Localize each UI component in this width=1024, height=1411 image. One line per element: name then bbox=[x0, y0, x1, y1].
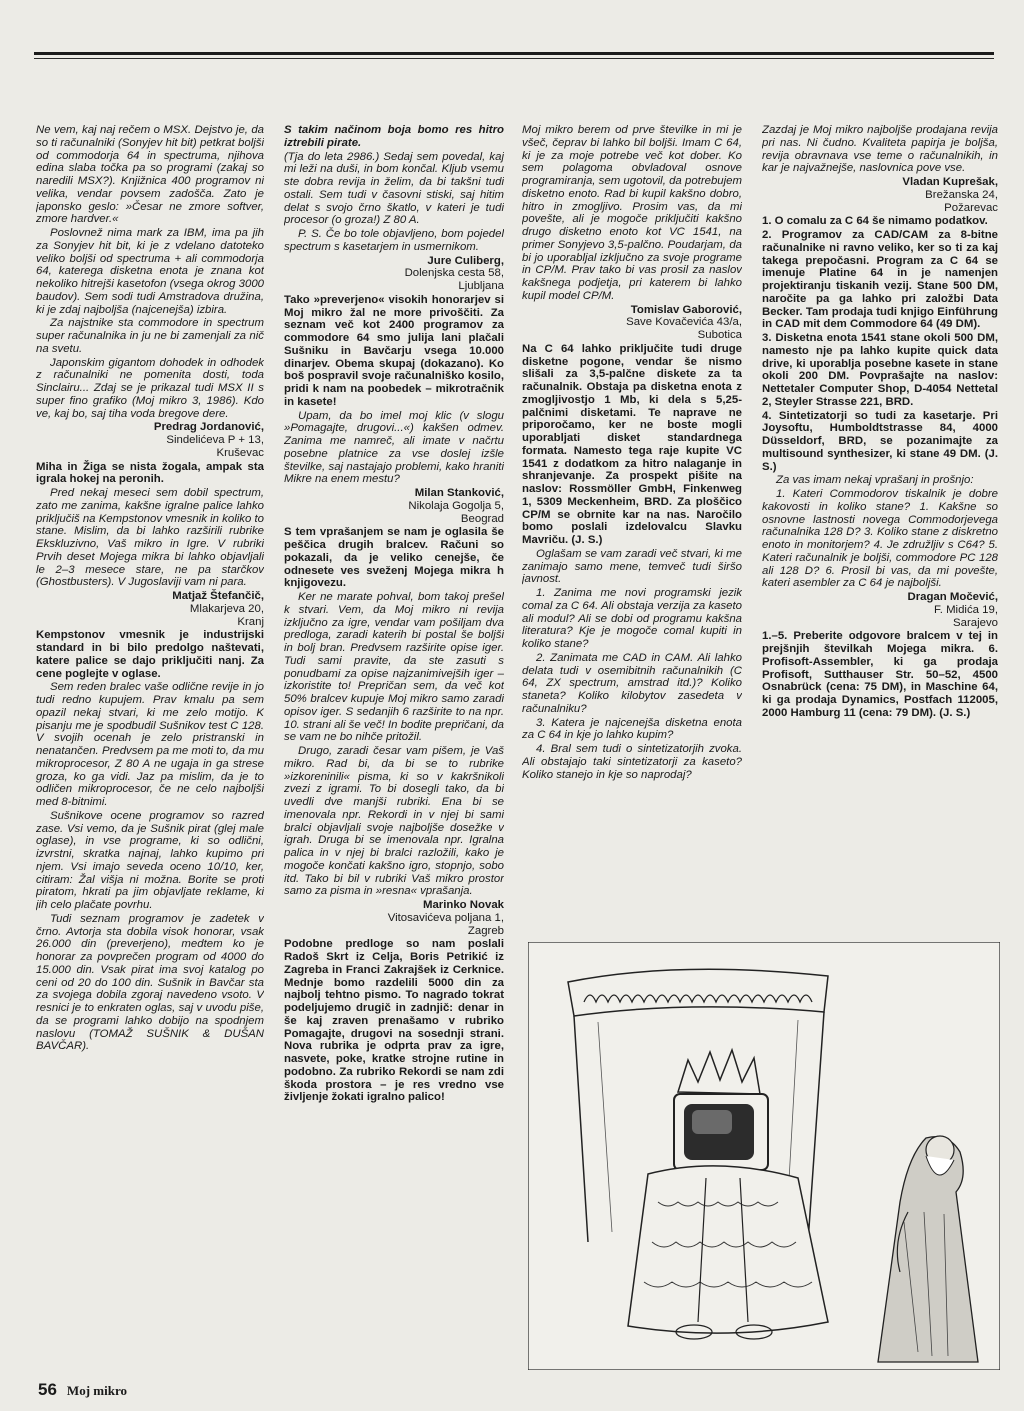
signature-name: Jure Culiberg, bbox=[427, 254, 504, 267]
letter-paragraph: Pred nekaj meseci sem dobil spectrum, zato me zanima, kakšne igralne palice lahko priključiš na Kempstonov vmesnik in koliko to stane. Mislim, da bi lahko razširili rubrike Ekskluzivno, Vaš mikro in Igre. V rubriki Prvih deset Mojega mikra bi lahko objavljali le 2–3 mesece stare, ne pa starčkov (Ghostbusters). V Jugoslaviji vam ni para. bbox=[36, 487, 264, 589]
signature-address: Požarevac bbox=[944, 201, 998, 214]
signature-address: Save Kovačevića 43/a, bbox=[626, 316, 742, 329]
editor-reply: 3. Disketna enota 1541 stane okoli 500 DM, namesto nje pa lahko kupite quick data drive, ki uporablja posebne kasete in stane okoli 200 DM. Povprašajte na naslov: Nettetaler Computer Shop, D-4054 Nettetal 2, Steyler Strasse 221, BRD. bbox=[762, 332, 998, 408]
letter-paragraph: Poslovnež nima mark za IBM, ima pa jih za Sonyjev hit bit, ki je z vdelano datoteko veliko boljši od spectruma + ali commodorja 64, katerega disketna enota je znana kot nekoliko hitrejši kasetofon (vsega okrog 3000 baudov). Sem sodi tudi Amstradova družina, ki je zdaj najboljša (najcenejša) izbira. bbox=[36, 227, 264, 316]
signature-address: Sindelićeva P + 13, bbox=[166, 434, 264, 446]
editor-reply: 2. Programov za CAD/CAM za 8-bitne računalnike ni ravno veliko, ker so ti za kaj takega prepočasni. Program za C 64 se imenuje Platine 64 in je namenjen projektiranju tiskanih vezij. Stane 500 DM, naročite pa ga lahko pri založbi Data Becker. Tam prodaja tudi knjigo Einführung in CAD mit dem Commodore 64 (49 DM). bbox=[762, 229, 998, 331]
letter-paragraph: 1. Zanima me novi programski jezik comal za C 64. Ali obstaja verzija za kaseto ali modul? Ali se dobi od programu kakšna literatura? Kje je mogoče comal kupiti in koliko stane? bbox=[522, 587, 742, 650]
magazine-name: Moj mikro bbox=[66, 1383, 127, 1398]
letter-signature bbox=[522, 304, 742, 342]
letter-paragraph: S takim načinom boja bomo res hitro iztrebili pirate. bbox=[284, 124, 504, 149]
signature-address: Kranj bbox=[237, 615, 264, 628]
signature-address: Brežanska 24, bbox=[925, 188, 998, 201]
editor-reply: Tako »preverjeno« visokih honorarjev si Moj mikro žal ne more privoščiti. Za seznam več kot 2400 programov za commodore 64 smo julija lani plačali Sušniku in Bavčarju vsega 10.000 dinarjev. Obema skupaj (dokazano). Ko boš pospravil svoje računalniško kosilo, pridi k nam na poobedek – mikrotračnik in kasete! bbox=[284, 293, 504, 408]
letter-paragraph: 2. Zanimata me CAD in CAM. Ali lahko delata tudi v osemibitnih računalnikih (C 64, ZX spectrum, amstrad itd.)? Koliko staneta? Koliko kilobytov zasedeta v računalniku? bbox=[522, 651, 742, 715]
cartoon-illustration bbox=[528, 942, 1000, 1370]
signature-address: Nikolaja Gogolja 5, bbox=[408, 499, 504, 512]
letter-paragraph: Za najstnike sta commodore in spectrum super računalnika in ju ne bi zamenjali za nič na svetu. bbox=[36, 317, 264, 355]
letter-paragraph: Ne vem, kaj naj rečem o MSX. Dejstvo je, da so ti računalniki (Sonyjev hit bit) petkrat boljši od commodorja 64 in spectruma, njihova edina slaba točka pa so programi (zakaj so naredili MSX?). Knjižnica 400 programov ni velika, vendar povsem zadošča. Zato je japonsko geslo: »Česar ne zmore softver, zmore hardver.« bbox=[36, 124, 264, 226]
column-2 bbox=[284, 124, 504, 1360]
letter-signature bbox=[36, 590, 264, 628]
column-1 bbox=[36, 124, 264, 1340]
signature-address: Sarajevo bbox=[953, 616, 998, 629]
letter-paragraph: Oglašam se vam zaradi več stvari, ki me zanimajo samo mene, temveč tudi širšo javnost. bbox=[522, 547, 742, 586]
letter-signature bbox=[36, 421, 264, 459]
signature-address: Ljubljana bbox=[458, 280, 504, 292]
letter-paragraph: 3. Katera je najcenejša disketna enota za C 64 in kje jo lahko kupim? bbox=[522, 716, 742, 742]
editor-reply: 1.–5. Preberite odgovore bralcem v tej in prejšnjih številkah Mojega mikra. 6. Profisoft-Assembler, ki ga prodaja Profisoft, Sutthauser Str. 50–52, 4500 Osnabrück (cena: 75 DM), in Maschine 64, ki ga prodaja Dynamics, Postfach 112005, 2000 Hamburg 11 (cena: 79 DM). (J. S.) bbox=[762, 630, 998, 719]
letter-signature bbox=[762, 591, 998, 629]
letter-paragraph: P. S. Če bo tole objavljeno, bom pojedel spectrum s kasetarjem in usmernikom. bbox=[284, 228, 504, 253]
letter-signature bbox=[284, 255, 504, 293]
top-rule bbox=[34, 52, 994, 55]
signature-address: Mlakarjeva 20, bbox=[189, 602, 264, 615]
signature-name: Vladan Kuprešak, bbox=[902, 176, 998, 188]
signature-address: Zagreb bbox=[467, 924, 504, 937]
editor-reply: Kempstonov vmesnik je industrijski standard in bi bilo predolgo naštevati, katere palice se dajo priključiti nanj. Za cene poglejte v oglase. bbox=[36, 629, 264, 680]
signature-name: Predrag Jordanović, bbox=[153, 421, 264, 434]
letter-paragraph: 1. Kateri Commodorov tiskalnik je dobre kakovosti in koliko stane? 1. Kakšne so osnovne lastnosti novega Commodorjevega računalnika 128 D? 3. Koliko stane z diskretno enoto in monitorjem? 4. Je združljiv s C64? 5. Kateri računalnik je boljši, commodore PC 128 ali 128 D? 6. Prosil bi vas, da mi povešte, kateri asembler za C 64 je najboljši. bbox=[762, 488, 998, 590]
signature-name: Marinko Novak bbox=[422, 899, 504, 911]
editor-reply: Na C 64 lahko priključite tudi druge disketne pogone, vendar še nismo slišali za 3,5-palčne diskete za ta računalnik. Obstaja pa disketna enota z zmogljivostjo 1 Mb, ki dela s 5,25-palčnimi disketami. Te naprave ne priporočamo, ker ne boste mogli uporabljati disket standardnega formata. Namesto tega raje kupite VC 1541 z dodatkom za hitro nalaganje in shranjevanje. Za prospekt pišite na naslov: Rossmöller GmbH, Finkenweg 1, 5309 Meckenheim, BRD. Za ploščico CP/M se obrnite kar na nas. Naročilo bomo poslali izdelovalcu Slavku Mavriču. (J. S.) bbox=[522, 342, 742, 546]
signature-address: Dolenjska cesta 58, bbox=[404, 267, 504, 280]
letter-paragraph: Drugo, zaradi česar vam pišem, je Vaš mikro. Rad bi, da bi se to rubrike »izkoreninili« pisma, ki so v kakršnikoli zvezi z igrami. To bi dosegli tako, da bi uvedli dve manjši rubriki. Ena bi se imenovala npr. Rekordi in v njej bi sami bralci objavljali svoje najboljše dosežke v igrah. Druga bi se imenovala npr. Igralna palica in v njej bi bralci razložili, kako je mogoče končati kakšno igro, stopnjo, sobo itd. Tako bi bil v rubriki Vaš mikro prostor samo za pisma in »resna« vprašanja. bbox=[284, 745, 504, 898]
editor-reply: 4. Sintetizatorji so tudi za kasetarje. Pri Joysoftu, Humboldtstrasse 84, 4000 Düsseldorf, BRD, se pozanimajte za multisound synthesizer, ki stane 49 DM. (J. S.) bbox=[762, 409, 998, 473]
editor-reply: Podobne predloge so nam poslali Radoš Skrt iz Celja, Boris Petrikić iz Zagreba in Franci Zakrajšek iz Cerknice. Mednje bomo razdelili 5000 din za najbolj tehtno pismo. To nagrado tokrat podeljujemo drugič in zadnjič: denar in še kaj zraven prenašamo v rubriko Pomagajte, drugovi na sosednji strani. Nova rubrika je odprta prav za igre, nasvete, poke, kratke strojne rutine in podobno. Za rubriko Rekordi se nam zdi škoda prostora – je res vredno vse življenje žokati igralno palico! bbox=[284, 938, 504, 1104]
letter-paragraph: 4. Bral sem tudi o sintetizatorjih zvoka. Ali obstajajo taki sintetizatorji za kaseto? Koliko stanejo in kje so naprodaj? bbox=[522, 743, 742, 781]
signature-address: F. Midića 19, bbox=[934, 603, 998, 616]
page-number: 56 bbox=[38, 1380, 57, 1399]
letter-paragraph: Tudi seznam programov je zadetek v črno. Avtorja sta dobila visok honorar, vsak 26.000 din (preverjeno), medtem ko je honorar za povprečen program od 4000 do 15.000 din. Vsak pirat ima svoj katalog po ceni od 20 do 100 din. Sušnik in Bavčar sta za svojega dobila zgoraj navedeno vsoto. V resnici je to enkraten oglas, saj v uvodu piše, da se programi lahko dobijo na spodnjem naslovu (TOMAŽ SUŠNIK & DUŠAN BAVČAR). bbox=[36, 912, 264, 1053]
editor-reply: Miha in Žiga se nista žogala, ampak sta igrala hokej na peronih. bbox=[36, 460, 264, 486]
letter-signature bbox=[284, 487, 504, 525]
letter-paragraph: Sušnikove ocene programov so razred zase. Vsi vemo, da je Sušnik pirat (glej male oglase), in vse programe, ki so odlični, izvrstni, skratka najnaj, lahko kupimo pri njem. Vsi imajo seveda oceno 10/10, ker, citiram: Žal višja ni možna. Borite se proti piratom, hkrati pa jim objavljate reklame, ki jih celo plačate povrhu. bbox=[36, 809, 264, 911]
signature-address: Vitosavićeva poljana 1, bbox=[387, 911, 504, 924]
page-footer bbox=[38, 1380, 127, 1400]
letter-paragraph: Zazdaj je Moj mikro najboljše prodajana revija pri nas. Ni čudno. Kvaliteta papirja je boljša, revija obravnava vse teme o računalnikih, in kar je najvažnejše, naslovnica pove vse. bbox=[762, 124, 998, 175]
letter-paragraph: (Tja do leta 2986.) Sedaj sem povedal, kaj mi leži na duši, in bom končal. Kljub vsemu ste dobra revija in želim, da bi takšni tudi ostali. Sem tudi v časovni stiski, saj hitim delat s svojo črno škatlo, v kateri je tudi procesor (o groza!) Z 80 A. bbox=[284, 150, 504, 227]
letter-paragraph: Japonskim gigantom dohodek in odhodek z računalniki ne pomenita dosti, toda Sinclairu... Zdaj se je prikazal tudi MSX II s super fino grafiko (Moj mikro 3, 1986). Kdo ve, kaj bo, saj tiha voda bregove dere. bbox=[36, 356, 264, 420]
signature-name: Matjaž Štefančič, bbox=[172, 590, 264, 602]
editor-reply: S tem vprašanjem se nam je oglasila še peščica drugih bralcev. Računi so pokazali, da je veliko cenejše, če odnesete ves sveženj Mojega mikra h knjigovezu. bbox=[284, 526, 504, 590]
column-3 bbox=[522, 124, 742, 884]
signature-name: Milan Stanković, bbox=[414, 487, 504, 499]
letter-paragraph: Sem reden bralec vaše odlične revije in jo tudi redno kupujem. Prav kmalu pa sem opazil nekaj stvari, ki me zelo motijo. K pisanju me je spodbudil Sušnikov test C 128. V svojih ocenah je zelo pristranski in nenatančen. Predvsem pa me moti to, da mu mikroprocesor, Z 80 A ne ugaja in ga strese groza, ko ga vidi. Jaz pa mislim, da je to odličen mikroprocesor, če ne celo najboljši med 8-bitnimi. bbox=[36, 681, 264, 808]
letter-paragraph: Za vas imam nekaj vprašanj in prošnjo: bbox=[776, 474, 974, 487]
signature-address: Subotica bbox=[697, 329, 742, 341]
letter-paragraph: Upam, da bo imel moj klic (v slogu »Pomagajte, drugovi...«) kakšen odmev. Zanima me namreč, ali imate v načrtu posebne platnice za vse doslej izšle številke, saj nastajajo problemi, kako hraniti Mikre na enem mestu? bbox=[284, 409, 504, 486]
signature-name: Tomislav Gaborović, bbox=[630, 303, 742, 316]
signature-address: Beograd bbox=[460, 512, 504, 525]
editor-reply: 1. O comalu za C 64 še nimamo podatkov. bbox=[762, 215, 988, 228]
signature-address: Kruševac bbox=[216, 446, 264, 459]
top-rule-thin bbox=[34, 58, 994, 59]
signature-name: Dragan Močević, bbox=[907, 591, 998, 603]
letter-signature bbox=[762, 176, 998, 214]
letter-signature bbox=[284, 899, 504, 937]
column-4 bbox=[762, 124, 998, 844]
letter-paragraph: Ker ne marate pohval, bom takoj prešel k stvari. Vem, da Moj mikro ni revija izključno za igre, vendar vam pošiljam dva predloga, zaradi katerih bi postal še boljši in bolj bran. Predvsem razširite opise iger. Tudi sami pravite, da ste zasuti s ponudbami za opise najzanimivejših iger – izkoristite to! Prepričan sem, da več kot 50% bralcev kupuje Moj mikro samo zaradi opisov iger. S sedanjih 6 razširite to na npr. 10. strani ali še več! In bodite prepričani, da se vam ne bo nihče pritožil. bbox=[284, 591, 504, 744]
letter-paragraph: Moj mikro berem od prve številke in mi je všeč, čeprav bi lahko bil boljši. Imam C 64, ki je za moje potrebe več kot dober. Ko sem polagoma obvladoval osnove programiranja, sem ugotovil, da potrebujem disketno enoto. Rad bi kupil kakšno dobro, hitro in zmogljivo. Prosim vas, da mi povešte, ali je mogoče priključiti kakšno drugo disketno enoto kot VC 1541, na primer Sonyjevo 3,5-palčno. Poudarjam, da bi jo uporabljal izključno za svoje programe in CP/M. Prav tako bi vas prosil za naslov kakšnega podjetja, pri katerem bi lahko kupil model CP/M. bbox=[522, 124, 742, 302]
